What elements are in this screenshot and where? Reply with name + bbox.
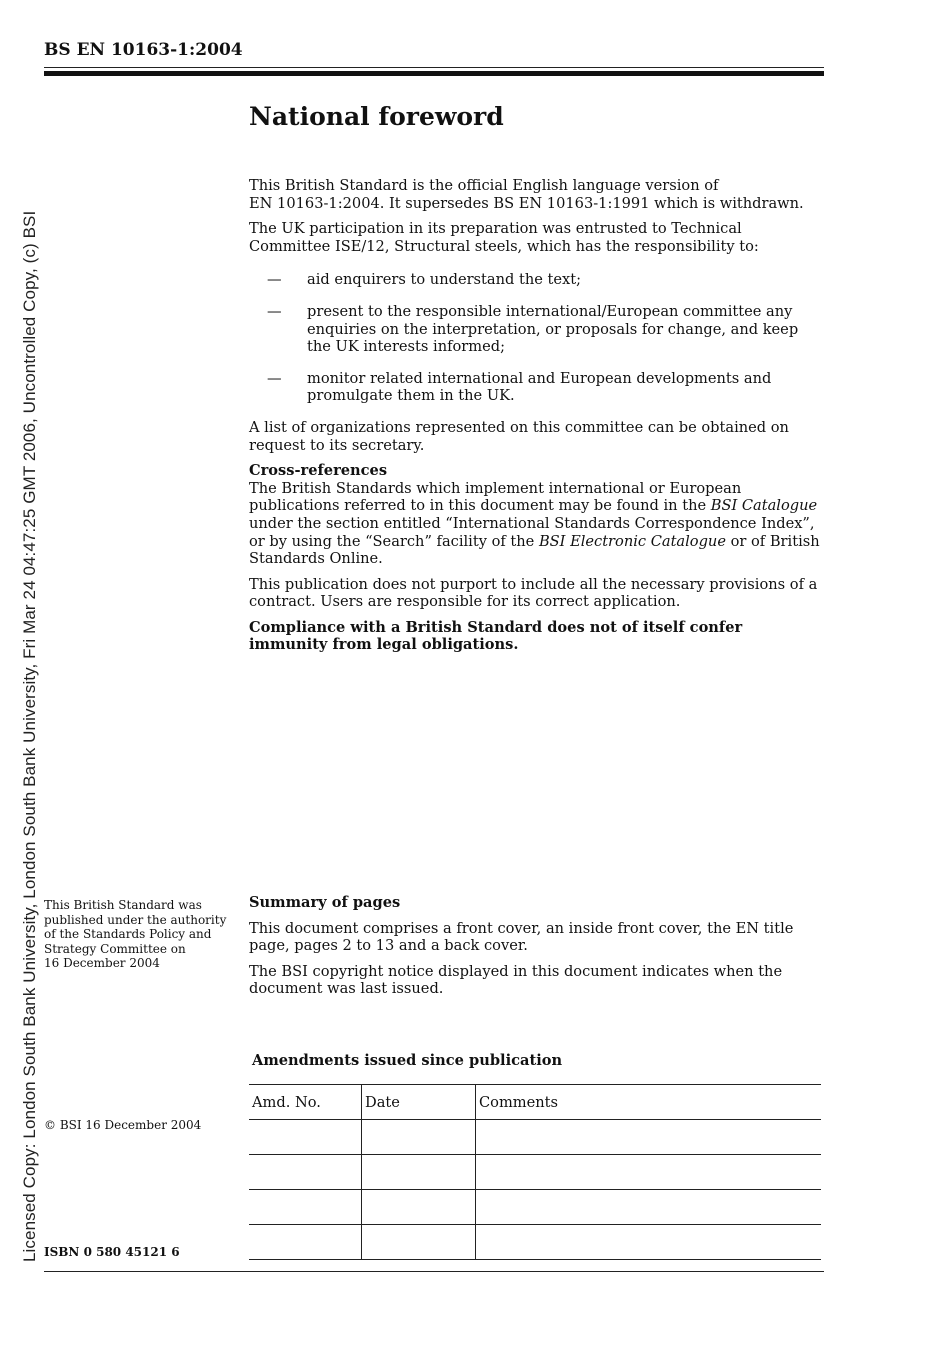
summary-section xyxy=(249,894,824,1006)
cross-references-heading: Cross-references xyxy=(249,462,388,480)
table-row xyxy=(249,1120,821,1155)
column-header-amd-no: Amd. No. xyxy=(249,1085,362,1120)
bsi-catalogue-title: BSI Catalogue xyxy=(710,497,818,515)
xref-text: or of British Standards Online. xyxy=(249,532,820,568)
table-cell xyxy=(249,1190,362,1225)
organizations-paragraph: A list of organizations represented on this committee can be obtained on request to its secretary. xyxy=(249,418,789,454)
table-cell xyxy=(249,1225,362,1260)
xref-text: under the section entitled “International Standards Correspondence Index”, or by using the “Search” facility of the xyxy=(249,514,815,550)
note-line: of the Standards Policy and xyxy=(44,927,212,941)
table-cell xyxy=(476,1155,822,1190)
table-header-row xyxy=(249,1085,821,1120)
authority-note xyxy=(44,898,234,971)
header-rule-thick xyxy=(44,71,824,76)
table-cell xyxy=(476,1190,822,1225)
table-cell xyxy=(362,1225,476,1260)
list-item xyxy=(249,303,824,356)
table-cell xyxy=(476,1120,822,1155)
summary-heading: Summary of pages xyxy=(249,894,401,911)
cross-references-paragraph xyxy=(249,480,824,568)
table-cell xyxy=(476,1225,822,1260)
intro-line-2: EN 10163-1:2004. It supersedes BS EN 10163-1:1991 which is withdrawn. xyxy=(249,194,804,212)
amendments-table xyxy=(249,1084,821,1260)
xref-text: The British Standards which implement international or European publications referred to in this document may be found in the xyxy=(249,479,742,515)
table-cell xyxy=(249,1120,362,1155)
table-cell xyxy=(362,1120,476,1155)
foreword-body xyxy=(249,101,824,662)
table-cell xyxy=(249,1155,362,1190)
list-item xyxy=(249,271,824,289)
list-item-text: present to the responsible international/European committee any enquiries on the interpretation, or proposals for change, and keep the UK interests informed; xyxy=(307,302,799,356)
isbn-number: ISBN 0 580 45121 6 xyxy=(44,1245,180,1259)
note-line: published under the authority xyxy=(44,912,227,927)
note-line: Strategy Committee on xyxy=(44,941,186,956)
document-id: BS EN 10163-1:2004 xyxy=(44,40,243,60)
dash-marker: — xyxy=(267,369,282,387)
license-watermark: Licensed Copy: London South Bank University, London South Bank University, Fri Mar 24 04:47:25 GMT 2006, Uncontrolled Copy, (c) BSI xyxy=(20,210,39,1262)
page-title: National foreword xyxy=(249,102,504,131)
provisions-paragraph: This publication does not purport to include all the necessary provisions of a contract. Users are responsible for its correct application. xyxy=(249,575,818,611)
table-row xyxy=(249,1190,821,1225)
column-header-date: Date xyxy=(362,1085,476,1120)
table-row xyxy=(249,1155,821,1190)
table-cell xyxy=(362,1190,476,1225)
table-row xyxy=(249,1225,821,1260)
note-line: 16 December 2004 xyxy=(44,956,160,970)
list-item-text: monitor related international and European developments and promulgate them in the UK. xyxy=(307,369,772,405)
responsibility-list xyxy=(249,271,824,405)
header-rule-thin xyxy=(44,67,824,68)
dash-marker: — xyxy=(267,302,282,320)
table-cell xyxy=(362,1155,476,1190)
committee-paragraph: The UK participation in its preparation was entrusted to Technical Committee ISE/12, Structural steels, which has the responsibility to: xyxy=(249,220,759,255)
intro-line-1: This British Standard is the official English language version of xyxy=(249,177,719,194)
copyright-line: © BSI 16 December 2004 xyxy=(44,1118,202,1132)
bsi-electronic-catalogue-title: BSI Electronic Catalogue xyxy=(538,532,726,550)
list-item-text: aid enquirers to understand the text; xyxy=(307,271,582,289)
amendments-title: Amendments issued since publication xyxy=(252,1052,563,1069)
note-line: This British Standard was xyxy=(44,898,202,912)
column-header-comments: Comments xyxy=(476,1085,822,1120)
compliance-statement: Compliance with a British Standard does not of itself confer immunity from legal obligations. xyxy=(249,618,743,654)
dash-marker: — xyxy=(267,271,282,289)
footer-rule xyxy=(44,1271,824,1272)
copyright-notice-paragraph: The BSI copyright notice displayed in this document indicates when the document was last issued. xyxy=(249,962,783,998)
list-item xyxy=(249,370,824,405)
summary-paragraph: This document comprises a front cover, an inside front cover, the EN title page, pages 2 to 13 and a back cover. xyxy=(249,919,794,955)
intro-paragraph xyxy=(249,177,824,212)
